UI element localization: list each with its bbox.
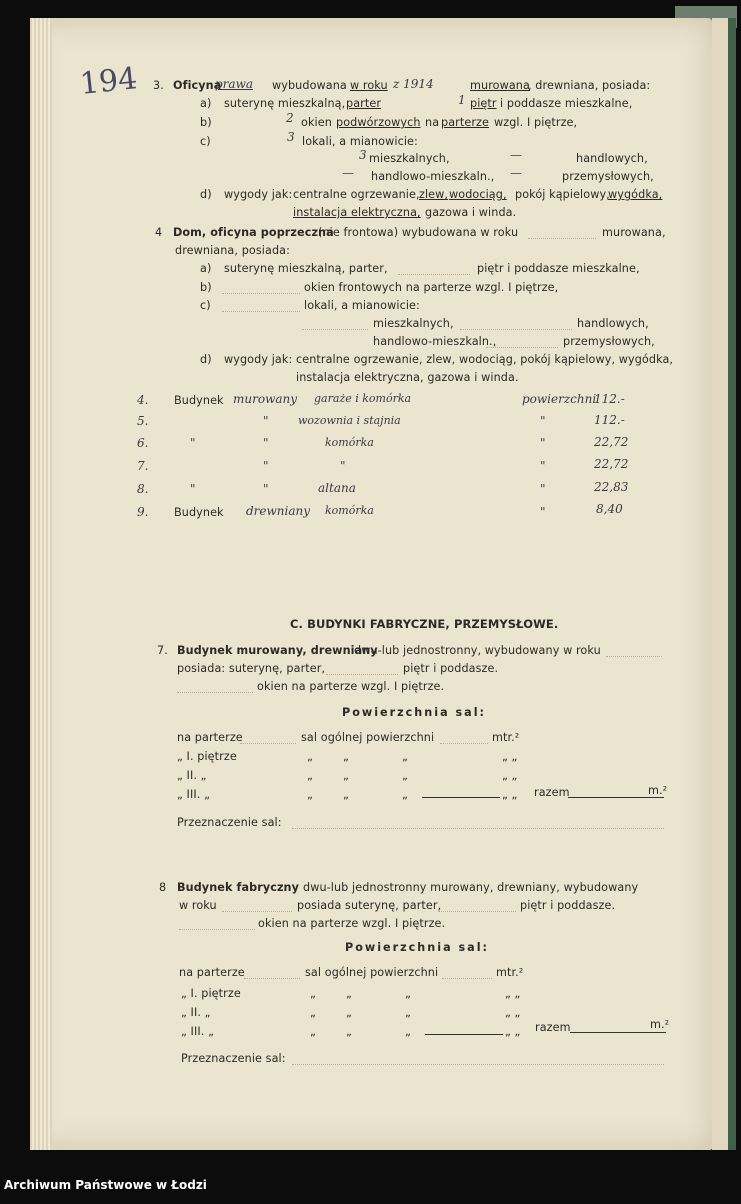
row-number: 8. [137, 482, 149, 496]
sec3-d-wygodka: wygódka, [608, 188, 663, 201]
row-label: " [190, 436, 196, 450]
sec7-ditto: „ [307, 769, 313, 782]
sec8-purpose-blank [292, 1064, 664, 1065]
sec3-na: na [425, 116, 440, 129]
sec7-windows-blank [177, 692, 253, 693]
sec3-mieszkalnych: mieszkalnych, [369, 152, 450, 165]
row-type: drewniany [246, 504, 311, 518]
sec8-ditto: „ [346, 987, 352, 1000]
sec3-hw-side: prawa [215, 77, 253, 91]
sec4-floors-blank [398, 274, 470, 275]
sec4-murowana: murowana, [602, 226, 666, 239]
sec8-ground-area-blank [442, 978, 492, 979]
sec8-ditto: „ [405, 987, 411, 1000]
page-stack-edge [30, 18, 52, 1150]
row-number: 7. [137, 459, 149, 473]
sec3-podworzowych: podwórzowych [336, 116, 421, 129]
sec8-m2: m.² [650, 1018, 670, 1031]
sec8-ditto: „ [310, 1006, 316, 1019]
sec8-mtr: mtr.² [496, 966, 524, 979]
sec7-total-line [568, 797, 664, 798]
sec8-ditto: „ [346, 1025, 352, 1038]
sec3-hw-dash-3: — [510, 166, 522, 180]
row-number: 9. [137, 505, 149, 519]
sec7-ditto: „ [343, 788, 349, 801]
sec7-ditto: „ [307, 750, 313, 763]
row-desc: " [340, 459, 346, 473]
sec3-c-letter: c) [200, 135, 211, 148]
row-desc: komórka [325, 436, 374, 449]
row-unit: " [540, 459, 546, 473]
sec4-a-end: piętr i poddasze mieszkalne, [477, 262, 640, 275]
sec4-c-text: lokali, a mianowicie: [304, 299, 420, 312]
sec3-hw-units: 3 [287, 130, 295, 144]
row-label: Budynek [174, 506, 224, 519]
sec7-label: Budynek murowany, drewniany [177, 644, 378, 657]
sec7-ditto: „ [402, 750, 408, 763]
sec3-rest: , drewniana, posiada: [528, 79, 651, 92]
sec4-a-letter: a) [200, 262, 212, 275]
sec3-murowana: murowana [470, 79, 530, 92]
sec3-a-text: suterynę mieszkalną, [224, 97, 346, 110]
sec3-handlowych: handlowych, [576, 152, 648, 165]
row-unit: " [540, 414, 546, 428]
sec8-ground: na parterze [179, 966, 245, 979]
sec7-floors-blank [326, 674, 398, 675]
sec8-razem: razem [535, 1021, 571, 1034]
sec7-sum-line [422, 797, 500, 798]
row-area: 8,40 [596, 502, 623, 516]
sec7-area-heading: Powierzchnia sal: [342, 706, 487, 719]
sec4-line2: drewniana, posiada: [175, 244, 290, 257]
row-area: 22,72 [594, 435, 629, 449]
sec4-d-text: wygody jak: centralne ogrzewanie, zlew, wodociąg, pokój kąpielowy, wygódka, [224, 353, 674, 366]
sec7-m2: m.² [648, 784, 668, 797]
sec8-floor-1: „ I. piętrze [181, 987, 241, 1000]
sec7-ground-count-blank [240, 743, 296, 744]
sec7-line1: dwu-lub jednostronny, wybudowany w roku [354, 644, 601, 657]
sec4-d-text2: instalacja elektryczna, gazowa i winda. [296, 371, 519, 384]
sec3-w-roku: w roku [350, 79, 388, 92]
sec3-b-letter: b) [200, 116, 212, 129]
sec7-ditto: „ [343, 769, 349, 782]
row-label: Budynek [174, 394, 224, 407]
sec8-ditto: „ [405, 1006, 411, 1019]
sec3-label: Oficyna [173, 79, 222, 92]
sec4-c-letter: c) [200, 299, 211, 312]
row-type: " [263, 459, 269, 473]
row-unit: powierzchni [522, 392, 597, 406]
sec4-label: Dom, oficyna poprzeczna [173, 226, 334, 239]
sec8-area-heading: Powierzchnia sal: [345, 941, 490, 954]
sec8-line3: okien na parterze wzgl. I piętrze. [258, 917, 446, 930]
sec3-d-letter: d) [200, 188, 212, 201]
sec3-a-letter: a) [200, 97, 212, 110]
sec7-ditto-pair: „ „ [502, 788, 518, 801]
sec3-hw-year: z 1914 [393, 77, 434, 91]
row-desc: wozownia i stajnia [298, 414, 401, 427]
sec3-d-zlew: zlew, [419, 188, 449, 201]
sec3-przemyslowych: przemysłowych, [562, 170, 654, 183]
sec8-ground-count-blank [244, 978, 300, 979]
sec3-parterze: parterze [441, 116, 489, 129]
sec8-floor-2: „ II. „ [181, 1006, 211, 1019]
sec3-pietr: piętr [470, 97, 497, 110]
sec4-windows-blank [222, 293, 300, 294]
sec8-label: Budynek fabryczny [177, 881, 300, 894]
sec7-floor-2: „ II. „ [177, 769, 207, 782]
sec3-hw-dash-2: — [342, 166, 354, 180]
row-number: 6. [137, 436, 149, 450]
sec3-okien: okien [301, 116, 332, 129]
sec8-windows-blank [179, 929, 255, 930]
sec8-floors-blank [438, 911, 516, 912]
sec3-d-wodociag: wodociąg, [449, 188, 507, 201]
section-c-title: C. BUDYNKI FABRYCZNE, PRZEMYSŁOWE. [290, 617, 559, 631]
sec7-ground: na parterze [177, 731, 243, 744]
sec7-halls: sal ogólnej powierzchni [301, 731, 435, 744]
sec4-mieszkalnych: mieszkalnych, [373, 317, 454, 330]
sec7-mtr: mtr.² [492, 731, 520, 744]
sec7-line2-b: piętr i poddasze. [403, 662, 499, 675]
sec4-industrial-blank [486, 347, 558, 348]
sec4-d-letter: d) [200, 353, 212, 366]
sec8-line2-c: piętr i poddasze. [520, 899, 616, 912]
row-area: 22,83 [594, 480, 629, 494]
row-unit: " [540, 505, 546, 519]
sec8-ditto: „ [405, 1025, 411, 1038]
sec7-ditto-pair: „ „ [502, 750, 518, 763]
row-desc: komórka [325, 504, 374, 517]
sec7-purpose: Przeznaczenie sal: [177, 816, 282, 829]
sec3-handlowo: handlowo-mieszkaln., [371, 170, 495, 183]
sec3-wybudowana: wybudowana [272, 79, 347, 92]
row-number: 4. [137, 393, 149, 407]
sec8-ditto-pair: „ „ [505, 1025, 521, 1038]
sec8-line2-b: posiada suterynę, parter, [297, 899, 442, 912]
sec4-handlowo: handlowo-mieszkaln., [373, 335, 497, 348]
page-number: 194 [78, 61, 139, 102]
sec8-ditto-pair: „ „ [505, 1006, 521, 1019]
row-area: 112.- [594, 413, 625, 427]
sec8-line1: dwu-lub jednostronny murowany, drewniany, wybudowany [303, 881, 639, 894]
sec7-year-blank [606, 656, 662, 657]
sec7-ditto: „ [343, 750, 349, 763]
archive-footer: Archiwum Państwowe w Łodzi [4, 1178, 207, 1192]
sec8-halls: sal ogólnej powierzchni [305, 966, 439, 979]
sec7-line3: okien na parterze wzgl. I piętrze. [257, 680, 445, 693]
sec3-d-gazowa: gazowa i winda. [425, 206, 517, 219]
sec3-d-central: centralne ogrzewanie, [293, 188, 420, 201]
sec4-commercial-blank [460, 329, 572, 330]
row-area: 22,72 [594, 457, 629, 471]
sec7-ditto: „ [307, 788, 313, 801]
row-unit: " [540, 436, 546, 450]
sec3-d-label: wygody jak: [224, 188, 293, 201]
sec4-number: 4 [155, 226, 163, 239]
sec3-hw-floors: 1 [458, 93, 466, 107]
sec7-razem: razem [534, 786, 570, 799]
sec4-residential-blank [302, 329, 368, 330]
sec7-line2-a: posiada: suterynę, parter, [177, 662, 326, 675]
sec8-total-line [570, 1032, 666, 1033]
sec4-year-blank [528, 238, 596, 239]
sec3-hw-residential: 3 [359, 148, 367, 162]
sec4-przemyslowych: przemysłowych, [563, 335, 655, 348]
row-label: " [190, 482, 196, 496]
sec3-d-instalacja: instalacja elektryczna, [293, 206, 421, 219]
sec3-parter: parter [346, 97, 382, 110]
row-type: " [263, 414, 269, 428]
sec7-ditto: „ [402, 769, 408, 782]
sec7-ground-area-blank [440, 743, 488, 744]
sec3-b-end: wzgl. I piętrze, [494, 116, 578, 129]
sec4-b-text: okien frontowych na parterze wzgl. I piętrze, [304, 281, 559, 294]
page-edge [712, 18, 736, 1150]
sec3-d-pokoj: pokój kąpielowy, [515, 188, 610, 201]
row-unit: " [540, 482, 546, 496]
sec7-floor-1: „ I. piętrze [177, 750, 237, 763]
sec7-floor-3: „ III. „ [177, 788, 210, 801]
sec8-line2-a: w roku [179, 899, 217, 912]
sec7-ditto: „ [402, 788, 408, 801]
sec8-ditto: „ [310, 1025, 316, 1038]
sec4-units-blank [222, 311, 300, 312]
sec7-ditto-pair: „ „ [502, 769, 518, 782]
row-desc: garaże i komórka [314, 392, 412, 405]
row-type: " [263, 436, 269, 450]
sec8-ditto-pair: „ „ [505, 987, 521, 1000]
sec3-a-end: i poddasze mieszkalne, [500, 97, 633, 110]
row-type: " [263, 482, 269, 496]
sec3-hw-windows: 2 [286, 111, 294, 125]
sec4-handlowych: handlowych, [577, 317, 649, 330]
sec4-b-letter: b) [200, 281, 212, 294]
sec8-sum-line [425, 1034, 503, 1035]
row-area: 112.- [594, 392, 625, 406]
sec8-ditto: „ [310, 987, 316, 1000]
sec4-a-text: suterynę mieszkalną, parter, [224, 262, 388, 275]
row-type: murowany [233, 392, 298, 406]
sec8-floor-3: „ III. „ [181, 1025, 214, 1038]
sec7-number: 7. [157, 644, 168, 657]
sec8-ditto: „ [346, 1006, 352, 1019]
sec8-number: 8 [159, 881, 167, 894]
sec3-lokali: lokali, a mianowicie: [302, 135, 418, 148]
sec7-purpose-blank [292, 828, 664, 829]
sec3-number: 3. [153, 79, 164, 92]
sec4-line1: (nie frontowa) wybudowana w roku [318, 226, 519, 239]
row-desc: altana [318, 481, 356, 495]
sec3-hw-dash-1: — [510, 148, 522, 162]
sec8-purpose: Przeznaczenie sal: [181, 1052, 286, 1065]
row-number: 5. [137, 414, 149, 428]
sec8-year-blank [222, 911, 292, 912]
